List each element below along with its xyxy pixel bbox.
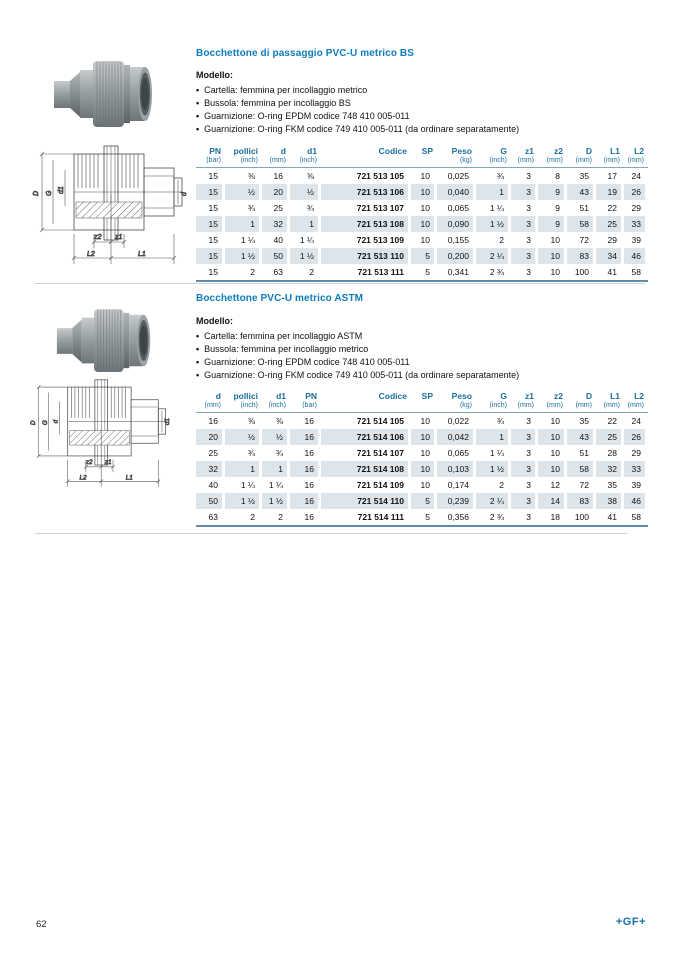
column-unit: (inch): [225, 402, 262, 413]
table-cell: 0,065: [437, 200, 476, 216]
table-cell: 2: [262, 509, 290, 525]
table-cell: 3: [511, 413, 538, 429]
table-cell: 2: [225, 264, 262, 280]
column-header: L1: [610, 146, 620, 156]
table-cell: 58: [624, 264, 648, 280]
table-cell: 25: [262, 200, 290, 216]
column-header: Codice: [378, 391, 407, 401]
table-cell: 10: [411, 184, 437, 200]
table-cell: 1 ¼: [476, 445, 511, 461]
column-unit: [411, 157, 437, 168]
table-cell: 2 ¼: [476, 248, 511, 264]
table-cell: 50: [262, 248, 290, 264]
table-cell: 1: [476, 184, 511, 200]
table-cell: 1 ½: [262, 493, 290, 509]
section-divider: [35, 533, 628, 534]
table-cell: 58: [567, 461, 596, 477]
table-cell: 43: [567, 184, 596, 200]
table-cell: 2: [476, 232, 511, 248]
table-cell: 0,042: [437, 429, 476, 445]
table-cell: 38: [596, 493, 624, 509]
table-cell: 16: [290, 461, 321, 477]
table-cell: 10: [411, 413, 437, 429]
technical-drawing-bs: [28, 144, 188, 272]
column-unit: (mm): [567, 402, 596, 413]
column-unit: (mm): [567, 157, 596, 168]
table-cell: ¾: [225, 200, 262, 216]
bullet-item: • Guarnizione: O-ring FKM codice 749 410 005-011 (da ordinare separatamente): [196, 124, 519, 135]
gf-logo: +GF+: [615, 916, 646, 928]
table-cell: 50: [196, 493, 225, 509]
column-header: d: [280, 146, 286, 156]
column-header: L2: [634, 391, 644, 401]
table-cell: ⅜: [225, 168, 262, 184]
column-unit: (mm): [538, 402, 567, 413]
column-header: L1: [610, 391, 620, 401]
table-cell: 18: [538, 509, 567, 525]
table-cell: 39: [624, 232, 648, 248]
model-bullet-list: [196, 331, 519, 383]
column-unit: [321, 402, 411, 413]
table-cell: 16: [196, 413, 225, 429]
table-cell: 721 513 107: [321, 200, 411, 216]
column-header: G: [500, 391, 507, 401]
table-cell: 24: [624, 168, 648, 184]
model-bullet-list: [196, 85, 519, 137]
table-cell: 721 513 111: [321, 264, 411, 280]
table-cell: 34: [596, 248, 624, 264]
table-cell: 15: [196, 184, 225, 200]
table-cell: ½: [290, 184, 321, 200]
table-row: [196, 216, 648, 232]
column-unit: (inch): [476, 157, 511, 168]
column-unit: (inch): [290, 157, 321, 168]
table-cell: 2 ¾: [476, 509, 511, 525]
table-cell: 2: [290, 264, 321, 280]
table-cell: 10: [411, 168, 437, 184]
column-unit: (bar): [196, 157, 225, 168]
table-cell: 0,025: [437, 168, 476, 184]
table-cell: 0,065: [437, 445, 476, 461]
table-cell: 10: [538, 248, 567, 264]
table-cell: 721 513 108: [321, 216, 411, 232]
table-cell: 10: [538, 413, 567, 429]
table-cell: 43: [567, 429, 596, 445]
table-cell: 10: [411, 477, 437, 493]
table-cell: 25: [596, 216, 624, 232]
table-cell: 9: [538, 200, 567, 216]
table-cell: 22: [596, 200, 624, 216]
column-header: PN: [305, 391, 317, 401]
table-cell: 51: [567, 445, 596, 461]
table-row: [196, 445, 648, 461]
table-cell: ⅜: [290, 168, 321, 184]
column-unit: (mm): [596, 402, 624, 413]
dim-label-right: d: [181, 192, 188, 196]
table-cell: 25: [596, 429, 624, 445]
column-header: d: [215, 391, 221, 401]
table-row: [196, 493, 648, 509]
table-cell: 35: [567, 168, 596, 184]
table-cell: 721 513 106: [321, 184, 411, 200]
bullet-item: • Guarnizione: O-ring EPDM codice 748 410 005-011: [196, 357, 519, 368]
table-cell: 58: [624, 509, 648, 525]
dim-label-G: G: [41, 420, 49, 426]
product-photo-union-bs: [52, 52, 157, 137]
table-cell: 16: [290, 477, 321, 493]
table-cell: 3: [511, 264, 538, 280]
column-header: Peso: [451, 146, 472, 156]
table-cell: 41: [596, 509, 624, 525]
table-row: [196, 248, 648, 264]
table-cell: 10: [411, 232, 437, 248]
column-unit: (kg): [437, 402, 476, 413]
table-cell: 721 513 110: [321, 248, 411, 264]
column-header: Peso: [451, 391, 472, 401]
dim-label-L2: L2: [79, 474, 87, 482]
table-cell: ¾: [290, 200, 321, 216]
table-cell: 1 ¼: [262, 477, 290, 493]
table-row: [196, 264, 648, 280]
table-cell: 26: [624, 184, 648, 200]
dim-label-D: D: [30, 420, 38, 426]
table-cell: ⅜: [262, 413, 290, 429]
column-header: D: [585, 391, 592, 401]
table-cell: 40: [262, 232, 290, 248]
bullet-item: • Cartella: femmina per incollaggio metrico: [196, 85, 519, 96]
table-cell: 10: [538, 461, 567, 477]
column-header: D: [585, 146, 592, 156]
table-cell: 33: [624, 461, 648, 477]
column-unit: [411, 402, 437, 413]
table-cell: 3: [511, 493, 538, 509]
table-row: [196, 429, 648, 445]
table-cell: 20: [262, 184, 290, 200]
table-cell: 3: [511, 248, 538, 264]
table-cell: 39: [624, 477, 648, 493]
product-photo-union-astm: [55, 300, 155, 382]
table-cell: 10: [411, 445, 437, 461]
table-cell: 29: [596, 232, 624, 248]
table-cell: 24: [624, 413, 648, 429]
column-header: z1: [525, 146, 534, 156]
column-unit: (inch): [225, 157, 262, 168]
table-cell: ¾: [225, 445, 262, 461]
table-cell: ½: [225, 184, 262, 200]
dim-label-G: G: [46, 190, 53, 196]
table-cell: 1: [262, 461, 290, 477]
table-row: [196, 168, 648, 184]
spec-table-bs: [196, 146, 648, 282]
table-cell: 9: [538, 184, 567, 200]
table-cell: 2 ¾: [476, 264, 511, 280]
table-row: [196, 232, 648, 248]
table-cell: 16: [290, 413, 321, 429]
table-cell: 0,239: [437, 493, 476, 509]
table-cell: 33: [624, 216, 648, 232]
dim-label-right: d1: [164, 418, 171, 426]
table-cell: 16: [262, 168, 290, 184]
bullet-item: • Cartella: femmina per incollaggio ASTM: [196, 331, 519, 342]
table-cell: 35: [596, 477, 624, 493]
column-unit: (mm): [262, 157, 290, 168]
table-cell: 19: [596, 184, 624, 200]
table-cell: 1: [476, 429, 511, 445]
table-cell: ⅜: [225, 413, 262, 429]
table-cell: 32: [596, 461, 624, 477]
table-cell: 83: [567, 493, 596, 509]
table-cell: 721 514 107: [321, 445, 411, 461]
table-cell: 16: [290, 509, 321, 525]
table-cell: 10: [411, 429, 437, 445]
table-cell: 10: [411, 216, 437, 232]
column-header: SP: [421, 391, 433, 401]
table-cell: 721 514 110: [321, 493, 411, 509]
table-cell: 2: [225, 509, 262, 525]
column-header: PN: [209, 146, 221, 156]
table-cell: 16: [290, 445, 321, 461]
dim-label-z1: z1: [115, 234, 123, 241]
table-cell: 63: [196, 509, 225, 525]
table-cell: ½: [225, 429, 262, 445]
table-cell: 14: [538, 493, 567, 509]
table-cell: 15: [196, 232, 225, 248]
table-cell: 3: [511, 445, 538, 461]
table-cell: 1 ¼: [476, 200, 511, 216]
table-cell: ½: [262, 429, 290, 445]
table-cell: 28: [596, 445, 624, 461]
table-cell: 5: [411, 248, 437, 264]
table-cell: 721 514 111: [321, 509, 411, 525]
table-cell: 51: [567, 200, 596, 216]
column-header: Codice: [378, 146, 407, 156]
bullet-item: • Bussola: femmina per incollaggio metrico: [196, 344, 519, 355]
bullet-item: • Guarnizione: O-ring EPDM codice 748 410 005-011: [196, 111, 519, 122]
table-cell: 1: [290, 216, 321, 232]
dim-label-z1: z1: [104, 459, 112, 467]
table-row: [196, 184, 648, 200]
column-unit: [321, 157, 411, 168]
table-cell: 1 ½: [290, 248, 321, 264]
table-cell: 3: [511, 232, 538, 248]
table-cell: 3: [511, 477, 538, 493]
table-cell: 0,155: [437, 232, 476, 248]
table-cell: 15: [196, 216, 225, 232]
column-unit: (mm): [511, 157, 538, 168]
table-cell: 1 ½: [476, 216, 511, 232]
dim-label-inner: d: [52, 419, 60, 424]
page-number: 62: [36, 919, 47, 930]
column-header: z1: [525, 391, 534, 401]
section-title: Bocchettone di passaggio PVC-U metrico BS: [196, 48, 415, 59]
table-cell: 0,174: [437, 477, 476, 493]
bullet-item: • Bussola: femmina per incollaggio BS: [196, 98, 519, 109]
bullet-item: • Guarnizione: O-ring FKM codice 749 410 005-011 (da ordinare separatamente): [196, 370, 519, 381]
table-cell: 1 ¼: [225, 477, 262, 493]
table-cell: 721 513 109: [321, 232, 411, 248]
table-cell: 32: [262, 216, 290, 232]
table-cell: 10: [538, 429, 567, 445]
table-row: [196, 461, 648, 477]
column-header: SP: [421, 146, 433, 156]
table-cell: 0,090: [437, 216, 476, 232]
table-cell: 100: [567, 264, 596, 280]
table-cell: 5: [411, 493, 437, 509]
table-cell: ¾: [262, 445, 290, 461]
table-cell: 5: [411, 264, 437, 280]
table-cell: 15: [196, 264, 225, 280]
dim-label-z2: z2: [94, 234, 102, 241]
column-unit: (mm): [596, 157, 624, 168]
table-cell: 26: [624, 429, 648, 445]
table-cell: 25: [196, 445, 225, 461]
table-cell: 41: [596, 264, 624, 280]
section-divider: [35, 283, 645, 284]
column-header: d1: [307, 146, 317, 156]
table-cell: 3: [511, 184, 538, 200]
table-cell: 58: [567, 216, 596, 232]
table-cell: 1 ½: [225, 493, 262, 509]
table-cell: 721 514 106: [321, 429, 411, 445]
column-unit: (mm): [538, 157, 567, 168]
table-cell: 10: [411, 461, 437, 477]
table-cell: 10: [411, 200, 437, 216]
table-cell: 0,022: [437, 413, 476, 429]
table-cell: 16: [290, 493, 321, 509]
dim-label-z2: z2: [85, 459, 93, 467]
table-cell: 721 514 105: [321, 413, 411, 429]
table-cell: 15: [196, 200, 225, 216]
table-cell: 1 ¼: [225, 232, 262, 248]
table-cell: 3: [511, 200, 538, 216]
table-cell: 10: [538, 232, 567, 248]
model-label: Modello:: [196, 70, 233, 80]
table-row: [196, 413, 648, 429]
table-cell: 17: [596, 168, 624, 184]
dim-label-L1: L1: [125, 474, 133, 482]
table-cell: 5: [411, 509, 437, 525]
table-cell: 22: [596, 413, 624, 429]
table-cell: 0,356: [437, 509, 476, 525]
table-cell: 0,200: [437, 248, 476, 264]
table-cell: 1: [225, 461, 262, 477]
table-cell: 83: [567, 248, 596, 264]
technical-drawing-astm: [26, 378, 171, 494]
table-cell: 32: [196, 461, 225, 477]
column-header: G: [500, 146, 507, 156]
table-cell: 15: [196, 168, 225, 184]
table-cell: 46: [624, 248, 648, 264]
table-cell: 10: [538, 445, 567, 461]
section-title: Bocchettone PVC-U metrico ASTM: [196, 293, 364, 304]
column-unit: (inch): [262, 402, 290, 413]
dim-label-D: D: [33, 190, 40, 196]
table-cell: 1: [225, 216, 262, 232]
model-label: Modello:: [196, 316, 233, 326]
table-cell: 721 514 108: [321, 461, 411, 477]
column-unit: (mm): [624, 402, 648, 413]
column-header: z2: [554, 146, 563, 156]
column-header: L2: [634, 146, 644, 156]
table-cell: 72: [567, 477, 596, 493]
table-cell: 9: [538, 216, 567, 232]
column-unit: (mm): [511, 402, 538, 413]
column-unit: (kg): [437, 157, 476, 168]
table-cell: ¾: [476, 413, 511, 429]
table-cell: ¾: [476, 168, 511, 184]
table-cell: 0,103: [437, 461, 476, 477]
table-cell: 3: [511, 461, 538, 477]
column-header: pollici: [233, 146, 258, 156]
table-cell: 29: [624, 200, 648, 216]
table-cell: 2: [476, 477, 511, 493]
column-header: pollici: [233, 391, 258, 401]
table-cell: 40: [196, 477, 225, 493]
table-cell: 12: [538, 477, 567, 493]
table-row: [196, 509, 648, 525]
table-cell: 3: [511, 216, 538, 232]
table-cell: 2 ¼: [476, 493, 511, 509]
table-row: [196, 200, 648, 216]
spec-table-astm: [196, 391, 648, 527]
column-unit: (mm): [624, 157, 648, 168]
dim-label-L1: L1: [138, 251, 146, 258]
table-cell: 0,341: [437, 264, 476, 280]
table-cell: 35: [567, 413, 596, 429]
column-unit: (inch): [476, 402, 511, 413]
table-cell: 3: [511, 168, 538, 184]
dim-label-L2: L2: [87, 251, 95, 258]
column-unit: (bar): [290, 402, 321, 413]
table-cell: 3: [511, 509, 538, 525]
table-cell: 0,040: [437, 184, 476, 200]
table-cell: 15: [196, 248, 225, 264]
table-cell: 10: [538, 264, 567, 280]
table-cell: 100: [567, 509, 596, 525]
table-cell: 721 514 109: [321, 477, 411, 493]
column-header: d1: [276, 391, 286, 401]
table-cell: 1 ½: [225, 248, 262, 264]
table-cell: 72: [567, 232, 596, 248]
table-cell: 3: [511, 429, 538, 445]
column-unit: (mm): [196, 402, 225, 413]
table-cell: 1 ½: [476, 461, 511, 477]
table-cell: 1 ¼: [290, 232, 321, 248]
table-cell: 16: [290, 429, 321, 445]
table-cell: 20: [196, 429, 225, 445]
table-cell: 46: [624, 493, 648, 509]
table-cell: 29: [624, 445, 648, 461]
column-header: z2: [554, 391, 563, 401]
table-row: [196, 477, 648, 493]
table-cell: 8: [538, 168, 567, 184]
dim-label-inner: d1: [58, 186, 65, 194]
table-cell: 63: [262, 264, 290, 280]
table-cell: 721 513 105: [321, 168, 411, 184]
